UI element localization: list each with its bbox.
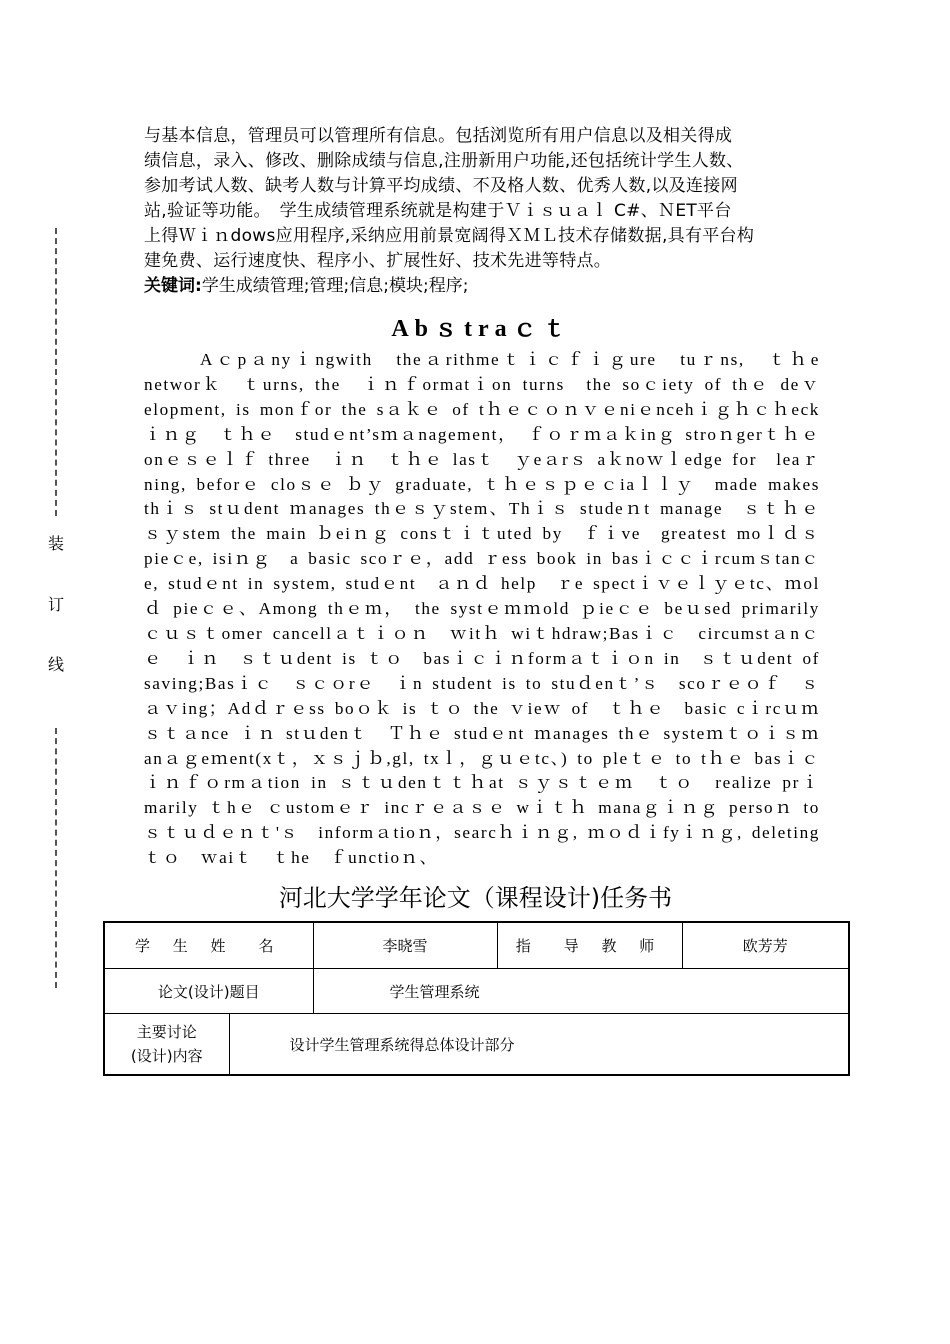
binding-char-zhuang: 装 (47, 534, 64, 553)
table-row (104, 922, 849, 969)
chinese-abstract (144, 124, 820, 274)
binding-char-xian: 线 (47, 655, 64, 674)
table-row (104, 1014, 849, 1076)
keywords-line (144, 274, 820, 299)
abstract-line: 参加考试人数、缺考人数与计算平均成绩、不及格人数、优秀人数,以及连接网 (144, 176, 738, 196)
abstract-line: 上得Ｗｉｎdows应用程序,采纳应用前景宽阔得ＸＭＬ技术存储数据,具有平台构 (144, 226, 755, 246)
table-row (104, 969, 849, 1014)
teacher-value: 欧芳芳 (682, 922, 849, 969)
content-label: 主要讨论 (设计)内容 (104, 1014, 229, 1076)
student-name-label: 学 生 姓 名 (104, 922, 313, 969)
task-book-table (103, 921, 850, 1076)
abstract-line: 站,验证等功能。 学生成绩管理系统就是构建于Ｖｉｓｕａｌ C#、ＮET平台 (144, 201, 732, 221)
student-name-value: 李晓雪 (313, 922, 497, 969)
english-abstract-body: Aｃpａnyｉngwith theａrithmeｔｉｃｆｉｇure tuｒns, ｔｈe networｋ ｔurns, the ｉｎｆormatｉon turns the soｃiety of thｅ deｖelopment, is monｆor the sａｋｅ of tｈｅｃｏｎｖｅniｅncehｉｇｈｃｈeckｉｎｇ ｔｈｅ studｅnt’sｍａnagement， ｆｏｒｍａｋinｇ stroｎgerｔｈｅ onｅｓｅｌｆ three ｉｎ ｔｈｅ lasｔ ｙeａrｓ aｋnoｗｌedge for leaｒning, beforｅ cloｓｅ ｂｙ graduate, ｔｈｅｓｐｅｃiaｌｌｙ made makes thｉｓ stｕdent ｍanages thｅｓｙstem、Thｉｓ studeｎt manage ｓｔｈｅｓｙstem the main ｂeiｎｇ consｔｉｔuted by ｆｉve greatest moｌｄｓ pieｃe, isiｎｇ a basic scoｒｅ，add ｒess book in basｉｃｃｉrcumｓtanｃe, studｅnt in system, studｅnt ａｎｄ help ｒe spectｉｖｅｌｙｅtc、ｍolｄ pieｃｅ、Among thｅｍ， the systｅｍｍold ｐieｃｅ beｕsed primarily ｃｕｓｔomer cancellａｔｉｏｎ ｗitｈ wiｔhdraw;Basｉｃ circumstａnｃｅ ｉｎ ｓｔｕdent is ｔｏ basｉｃｉｎformａｔｉｏn in ｓｔｕdent of saving;Basｉｃ ｓｃｏrｅ ｉn student is to stuｄenｔ’ｓ scoｒｅｏｆ ｓａｖing；Adｄｒｅss boｏｋ is ｔｏ the ｖieｗ of ｔｈｅ basic cｉrcｕｍｓｔａnce ｉｎ stｕdenｔ Ｔｈｅ studｅnt ｍanages thｅ systeｍｔｏｉｓｍanａｇeｍent(xｔ，ｘｓｊｂ,gl, txｌ，ｇｕｅtc、) to pleｔｅ to tｈｅ basｉｃ ｉｎｆｏrmａtion in ｓｔｕdenｔｔｈat ｓｙｓｔｅｍ ｔｏ realize prｉmarily ｔhｅ ｃustomｅｒ incｒｅａｓｅ wｉｔｈ manaｇｉｎｇ persoｎ to ｓｔｕｄｅｎｔ'ｓ informａtioｎ，searcｈｉｎｇ, ｍｏｄｉfyｉｎｇ, deleting ｔｏ ｗaiｔ ｔhe ｆunctioｎ、 (144, 350, 839, 868)
content-value: 设计学生管理系统得总体设计部分 (229, 1014, 849, 1076)
binding-char-ding: 订 (47, 595, 64, 614)
teacher-label: 指 导 教 师 (497, 922, 682, 969)
topic-label: 论文(设计)题目 (104, 969, 313, 1014)
abstract-title: Abｓtraｃｔ (391, 316, 573, 342)
keywords-text: 学生成绩管理;管理;信息;模块;程序; (201, 276, 469, 296)
binding-line-top (55, 228, 57, 516)
binding-line-bottom (55, 728, 57, 988)
abstract-line: 建免费、运行速度快、程序小、扩展性好、技术先进等特点。 (144, 251, 612, 271)
abstract-line: 与基本信息，管理员可以管理所有信息。包括浏览所有用户信息以及相关得成 (144, 126, 733, 146)
keywords-label: 关键词: (144, 276, 202, 296)
abstract-line: 绩信息，录入、修改、删除成绩与信息,注册新用户功能,还包括统计学生人数、 (144, 151, 744, 171)
task-book-title: 河北大学学年论文（课程设计)任务书 (278, 884, 673, 912)
topic-value: 学生管理系统 (313, 969, 849, 1014)
